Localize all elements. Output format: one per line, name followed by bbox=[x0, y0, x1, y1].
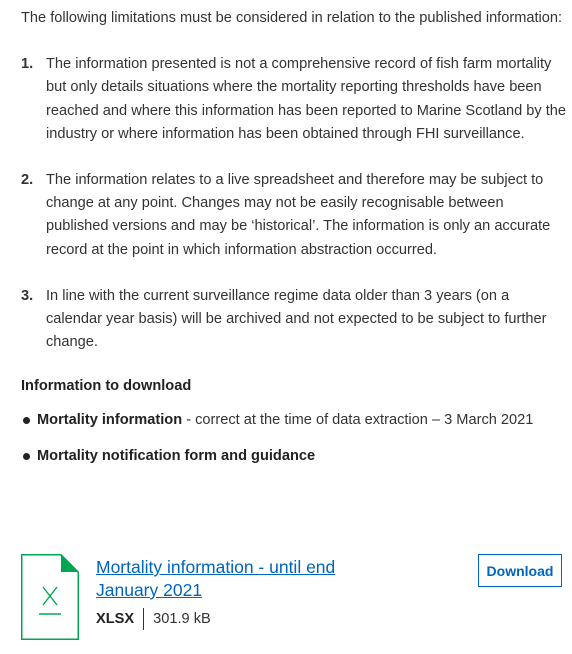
limitation-text: In line with the current surveillance regime data older than 3 years (on a calendar year basis) will be archived and not expected to be subject to further change. bbox=[46, 287, 547, 351]
limitation-text: The information relates to a live spreadsheet and therefore may be subject to change at any point. Changes may not be easily recognisable between published versions and may be ‘historical’. The information is only an accurate record at the point in which information abstraction occurred. bbox=[46, 172, 551, 258]
download-button[interactable]: Download bbox=[478, 554, 562, 587]
limitation-item bbox=[21, 53, 567, 146]
limitation-text: The information presented is not a comprehensive record of fish farm mortality but only details situations where the mortality reporting thresholds have been reached and where this information has been reported to Marine Scotland by the industry or where information has been obtained through FHI surveillance. bbox=[46, 56, 567, 142]
document-card bbox=[21, 554, 567, 644]
list-item-label: Mortality notification form and guidance bbox=[37, 447, 316, 464]
limitation-number: 1. bbox=[21, 56, 34, 73]
bullet-icon bbox=[23, 453, 30, 460]
list-item-detail: - correct at the time of data extraction – 3 March 2021 bbox=[182, 412, 534, 429]
limitations-list bbox=[21, 53, 567, 354]
limitation-item bbox=[21, 169, 567, 262]
download-items-list bbox=[21, 409, 567, 467]
list-item bbox=[21, 409, 567, 432]
file-type: XLSX bbox=[96, 608, 144, 630]
document-meta bbox=[96, 608, 211, 630]
document-title-link[interactable]: Mortality information - until end January 2021 bbox=[96, 557, 336, 600]
limitation-number: 3. bbox=[21, 287, 34, 304]
bullet-icon bbox=[23, 417, 30, 424]
list-item bbox=[21, 445, 567, 468]
intro-text: The following limitations must be considered in relation to the published information: bbox=[21, 10, 563, 26]
limitations-section bbox=[21, 7, 567, 480]
list-item-label: Mortality information bbox=[37, 412, 183, 429]
downloads-heading: Information to download bbox=[21, 378, 192, 395]
file-size: 301.9 kB bbox=[153, 611, 211, 627]
limitation-item bbox=[21, 285, 567, 355]
limitation-number: 2. bbox=[21, 172, 34, 189]
spreadsheet-file-icon[interactable] bbox=[21, 554, 79, 640]
